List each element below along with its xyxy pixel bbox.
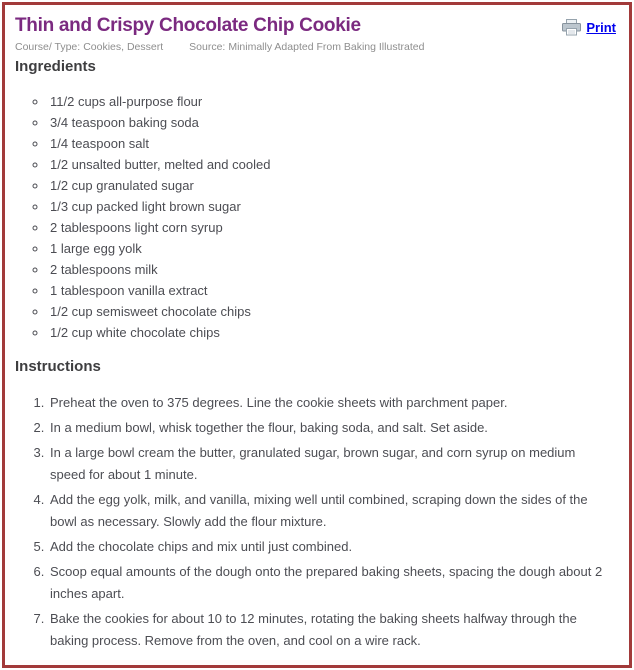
ingredient-item: ◦ 1/2 cup white chocolate chips	[48, 322, 617, 343]
instruction-step: 2. In a medium bowl, whisk together the flour, baking soda, and salt. Set aside.	[48, 417, 611, 439]
instruction-step: 3. In a large bowl cream the butter, granulated sugar, brown sugar, and corn syrup on medium speed for about 1 minute.	[48, 442, 611, 486]
source-value: Minimally Adapted From Baking Illustrated	[228, 40, 425, 53]
instruction-step: 4. Add the egg yolk, milk, and vanilla, mixing well until combined, scraping down the sides of the bowl as necessary. Slowly add the flour mixture.	[48, 489, 611, 533]
ingredient-item: ◦ 2 tablespoons light corn syrup	[48, 217, 617, 238]
printer-icon	[562, 19, 581, 36]
ingredient-item: ◦ 1/4 teaspoon salt	[48, 133, 617, 154]
ingredient-item: ◦ 3/4 teaspoon baking soda	[48, 112, 617, 133]
page-title: Thin and Crispy Chocolate Chip Cookie	[15, 15, 361, 36]
ingredient-item: ◦ 1/2 cup granulated sugar	[48, 175, 617, 196]
instruction-step: 7. Bake the cookies for about 10 to 12 minutes, rotating the baking sheets halfway through the baking process. Remove from the oven, and cool on a wire rack.	[48, 608, 611, 652]
instructions-list	[15, 392, 611, 653]
ingredient-item: ◦ 1/2 cup semisweet chocolate chips	[48, 301, 617, 322]
recipe-page	[2, 2, 632, 668]
ingredient-item: ◦ 1/3 cup packed light brown sugar	[48, 196, 617, 217]
print-link-label[interactable]: Print	[586, 20, 616, 35]
print-link[interactable]	[562, 19, 616, 36]
ingredient-item: ◦ 1/2 unsalted butter, melted and cooled	[48, 154, 617, 175]
course-type-value: Cookies, Dessert	[83, 40, 164, 53]
ingredients-heading: Ingredients	[15, 57, 96, 75]
instruction-step: 5. Add the chocolate chips and mix until just combined.	[48, 536, 611, 558]
instruction-step: 6. Scoop equal amounts of the dough onto the prepared baking sheets, spacing the dough about 2 inches apart.	[48, 561, 611, 605]
ingredient-item: ◦ 2 tablespoons milk	[48, 259, 617, 280]
instruction-step: 1. Preheat the oven to 375 degrees. Line the cookie sheets with parchment paper.	[48, 392, 611, 414]
ingredient-item: ◦ 1 tablespoon vanilla extract	[48, 280, 617, 301]
course-type-label: Course/ Type:	[15, 40, 81, 53]
ingredient-item: ◦ 11/2 cups all-purpose flour	[48, 91, 617, 112]
ingredients-list	[15, 91, 617, 343]
source-label: Source:	[189, 40, 226, 53]
ingredient-item: ◦ 1 large egg yolk	[48, 238, 617, 259]
recipe-meta	[15, 41, 617, 54]
instructions-heading: Instructions	[15, 357, 101, 375]
